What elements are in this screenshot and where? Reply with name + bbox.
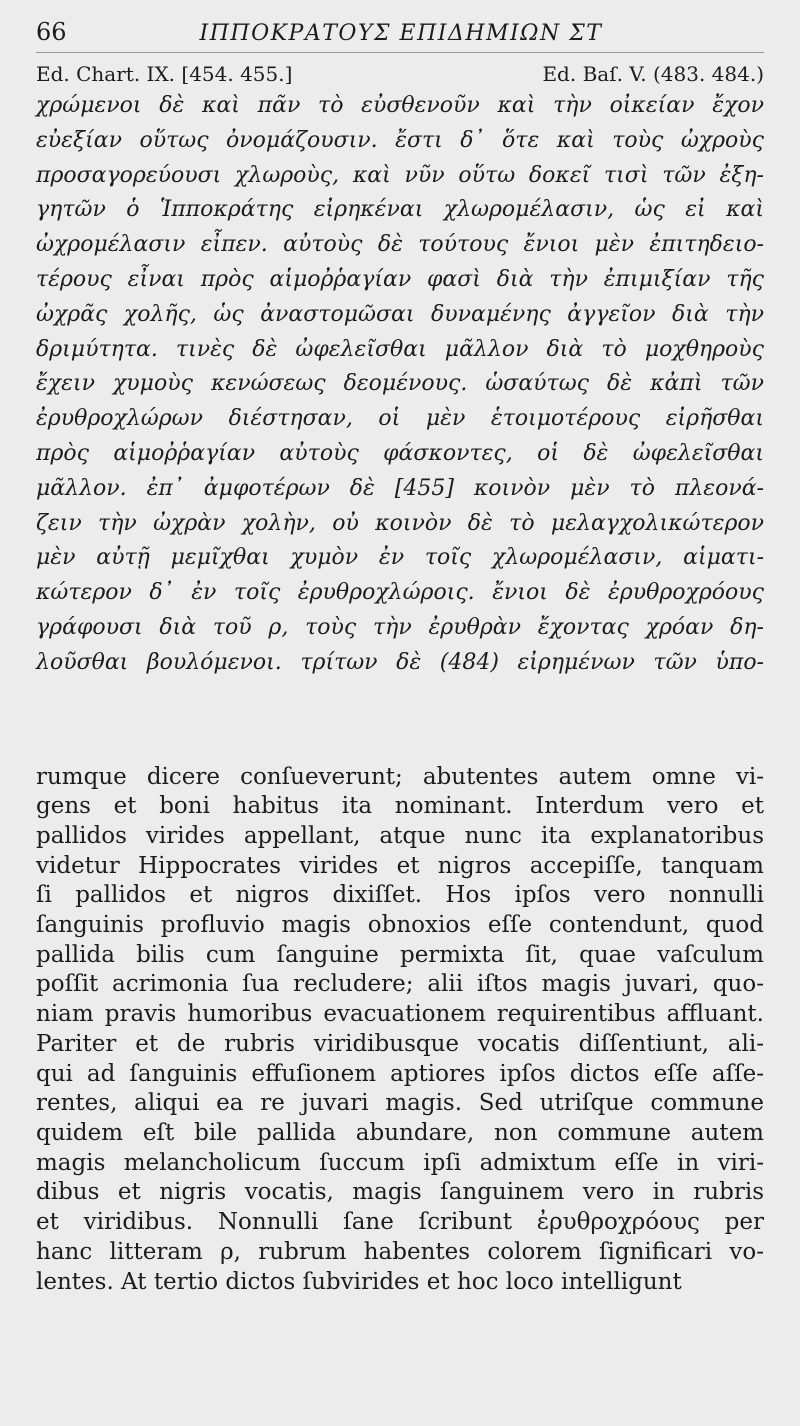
greek-line: ὠχρομέλασιν εἶπεν. αὐτοὺς δὲ τούτους ἔνιοι μὲν ἐπιτηδειο-: [36, 232, 764, 258]
latin-line: qui ad ſanguinis effuſionem aptiores ipſos dictos eſſe aſſe-: [36, 1060, 764, 1087]
greek-line: ἐρυθροχλώρων διέστησαν, οἱ μὲν ἑτοιμοτέρους εἰρῆσθαι: [36, 406, 764, 432]
greek-line: προσαγορεύουσι χλωροὺς, καὶ νῦν οὕτω δοκεῖ τισὶ τῶν ἐξη-: [36, 162, 764, 188]
latin-line: pallidos virides appellant, atque nunc ita explanatoribus: [36, 822, 764, 849]
latin-line: rentes, aliqui ea re juvari magis. Sed utriſque commune: [36, 1090, 764, 1117]
section-gap: [36, 681, 764, 763]
greek-line: δριμύτητα. τινὲς δὲ ὠφελεῖσθαι μᾶλλον διὰ τὸ μοχθηροὺς: [36, 336, 764, 362]
greek-line: ὠχρᾶς χολῆς, ὡς ἀναστομῶσαι δυναμένης ἀγγεῖον διὰ τὴν: [36, 301, 764, 327]
greek-text-block: [36, 89, 764, 681]
latin-line: gens et boni habitus ita nominant. Interdum vero et: [36, 793, 764, 820]
greek-line: ζειν τὴν ὠχρὰν χολὴν, οὐ κοινὸν δὲ τὸ μελαγχολικώτερον: [36, 510, 764, 536]
latin-line: quidem eſt bile pallida abundare, non commune autem: [36, 1119, 764, 1146]
latin-line: pallida bilis cum ſanguine permixta ſit, quae vaſculum: [36, 941, 764, 968]
greek-line: γητῶν ὁ Ἱπποκράτης εἰρηκέναι χλωρομέλασιν, ὡς εἰ καὶ: [36, 197, 764, 223]
greek-line: μᾶλλον. ἐπ᾽ ἀμφοτέρων δὲ [455] κοινὸν μὲν τὸ πλεονά-: [36, 475, 764, 501]
latin-line: magis melancholicum ſuccum ipſi admixtum eſſe in viri-: [36, 1149, 764, 1176]
latin-line: poſſit acrimonia ſua recludere; alii iſtos magis juvari, quo-: [36, 971, 764, 998]
latin-line: ſi pallidos et nigros dixiſſet. Hos ipſos vero nonnulli: [36, 882, 764, 909]
edition-reference: [36, 61, 764, 87]
greek-line: γράφουσι διὰ τοῦ ρ, τοὺς τὴν ἐρυθρὰν ἔχοντας χρόαν δη-: [36, 614, 764, 640]
running-head: [36, 18, 764, 53]
latin-text-block: [36, 763, 764, 1298]
latin-line: dibus et nigris vocatis, magis ſanguinem vero in rubris: [36, 1179, 764, 1206]
greek-line: ἔχειν χυμοὺς κενώσεως δεομένους. ὡσαύτως δὲ κἀπὶ τῶν: [36, 371, 764, 397]
greek-line: πρὸς αἱμοῤῥαγίαν αὐτοὺς φάσκοντες, οἱ δὲ ὠφελεῖσθαι: [36, 440, 764, 466]
latin-line: ſanguinis profluvio magis obnoxios eſſe contendunt, quod: [36, 912, 764, 939]
greek-line: χρώμενοι δὲ καὶ πᾶν τὸ εὐσθενοῦν καὶ τὴν οἰκείαν ἔχον: [36, 93, 764, 118]
latin-line: rumque dicere conſueverunt; abutentes autem omne vi-: [36, 763, 764, 790]
greek-line: λοῦσθαι βουλόμενοι. τρίτων δὲ (484) εἰρημένων τῶν ὑπο-: [36, 649, 764, 675]
running-title: ΙΠΠΟΚΡΑΤΟΥΣ ΕΠΙΔΗΜΙΩΝ ΣΤ: [199, 21, 603, 46]
latin-line: niam pravis humoribus evacuationem requirentibus affluant.: [36, 1001, 764, 1028]
page-number: 66: [36, 18, 67, 46]
edition-right: Ed. Baſ. V. (483. 484.): [542, 62, 764, 86]
latin-line: et viridibus. Nonnulli ſane ſcribunt ἐρυθροχρόους per: [36, 1209, 764, 1236]
greek-line: τέρους εἶναι πρὸς αἱμοῤῥαγίαν φασὶ διὰ τὴν ἐπιμιξίαν τῆς: [36, 266, 764, 292]
greek-line: μὲν αὐτῇ μεμῖχθαι χυμὸν ἐν τοῖς χλωρομέλασιν, αἱματι-: [36, 545, 764, 571]
latin-line: hanc litteram ρ, rubrum habentes colorem ſignificari vo-: [36, 1238, 764, 1265]
greek-line: κώτερον δ᾽ ἐν τοῖς ἐρυθροχλώροις. ἔνιοι δὲ ἐρυθροχρόους: [36, 580, 764, 606]
latin-line: videtur Hippocrates virides et nigros accepiſſe, tanquam: [36, 852, 764, 879]
greek-line: εὐεξίαν οὕτως ὀνομάζουσιν. ἔστι δ᾽ ὅτε καὶ τοὺς ὠχροὺς: [36, 127, 764, 153]
edition-left: Ed. Chart. IX. [454. 455.]: [36, 62, 293, 86]
latin-line: lentes. At tertio dictos ſubvirides et hoc loco intelligunt: [36, 1268, 682, 1295]
latin-line: Pariter et de rubris viridibusque vocatis diſſentiunt, ali-: [36, 1030, 764, 1057]
